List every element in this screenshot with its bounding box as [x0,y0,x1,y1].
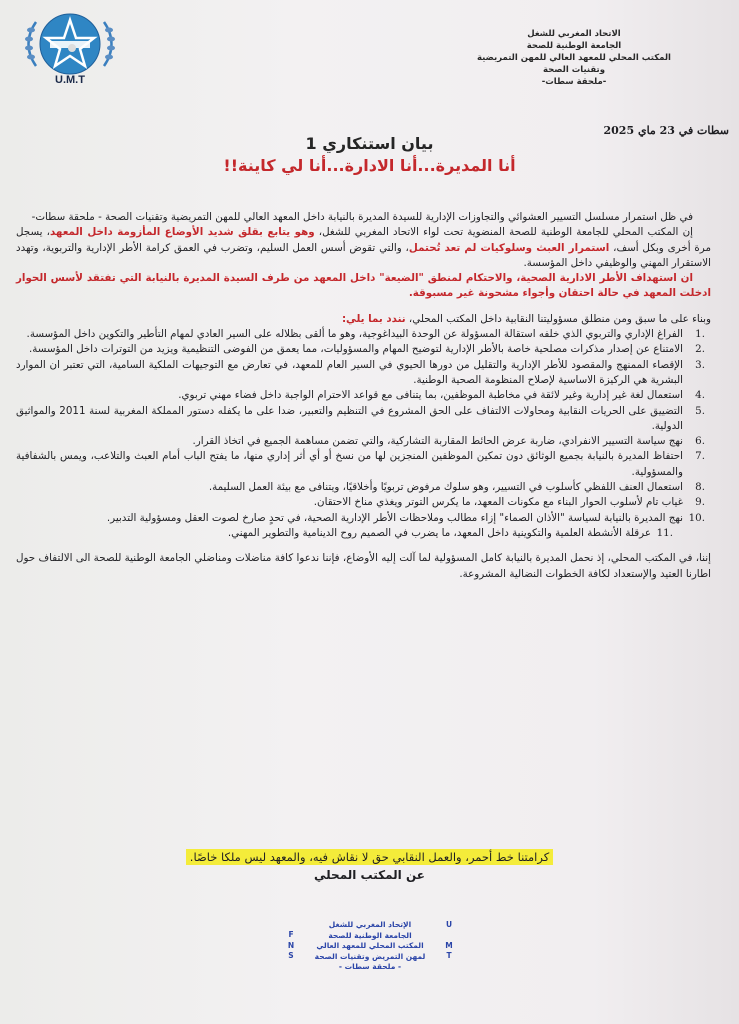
list-item [16,342,711,357]
list-item [16,434,711,449]
item-number: 9. [695,496,705,509]
stamp-line: الإتحاد المغربي للشغل [328,920,412,929]
spacer [16,541,711,551]
item-text: عرقلة الأنشطة العلمية والتكوينية داخل المعهد، ما يضرب في الصميم روح الدينامية والتطوير المهني. [227,526,651,539]
stamp-letters-left [285,930,297,962]
list-item [16,327,711,342]
paragraph-2 [16,225,711,271]
stamp-letters-right [443,920,455,962]
emphasis-text: وهو يتابع بقلق شديد الأوضاع المأزومة داخل المعهد [49,226,315,239]
item-number: 6. [695,435,705,448]
emphasis-text: نندد بما يلي: [341,312,406,325]
letterhead-line: وتقنيات الصحة [543,65,605,75]
emphasis-text: استمرار العبث وسلوكيات لم تعد تُحتمل [408,241,610,254]
item-text: نهج المديرة بالنيابة لسياسة "الأذان الصماء" إزاء مطالب وملاحظات الأطر الإدارية الصحية، في تحدٍ صارخ لصوت العقل ومسؤولية التدبير. [106,511,683,524]
document-date: سطات في 23 ماي 2025 [603,124,729,137]
item-number: 4. [695,389,705,402]
item-text: الامتناع عن إصدار مذكرات مصلحية خاصة بالأطر الإدارية لتوضيح المهام والمسؤوليات، مما يعمق من الفوضى التنظيمية ويزيد من التوترات داخل المؤسسة. [28,343,683,356]
paragraph-3: ان استهداف الأطر الادارية الصحية، والاحتكام لمنطق "الضيعة" داخل المعهد من طرف السيدة المديرة بالنيابة التي تفتقد لأسس الحوار ادخلت المعهد في حالة احتقان وأجواء مشحونة غير مسبوقة. [16,272,711,300]
slogan-wrap [0,846,739,865]
item-text: استعمال العنف اللفظي كأسلوب في التسيير، وهو سلوك مرفوض تربويًا وأخلاقيًا، ويتنافى مع بيئة العمل السليمة. [208,481,683,494]
letterhead-line: الاتحاد المغربي للشغل [527,29,621,39]
letterhead-line: المكتب المحلي للمعهد العالي للمهن التمريضية [477,53,671,63]
text-run: وبناء على ما سبق ومن منطلق مسؤوليتنا النقابية داخل المكتب المحلي، [405,312,711,325]
intro-paragraph: في ظل استمرار مسلسل التسيير العشوائي والتجاوزات الإدارية للسيدة المديرة بالنيابة داخل المعهد العالي للمهن التمريضية وتقنيات الصحة - ملحقة سطات- [31,211,693,223]
item-number: 1. [695,328,705,341]
highlighted-slogan: كرامتنا خط أحمر، والعمل النقابي حق لا نقاش فيه، والمعهد ليس ملكا خاصًا. [186,849,553,865]
item-number: 7. [695,450,705,463]
item-number: 3. [695,358,705,371]
list-item [16,358,711,389]
stamp-lines [303,920,437,973]
spacer [16,302,711,312]
stamp-letter: N [287,940,295,950]
item-text: غياب تام لأسلوب الحوار البناء مع مكونات المعهد، ما يكرس التوتر ويغذي مناخ الاحتقان. [313,496,683,509]
document-subtitle: أنا المديرة...أنا الادارة...أنا لي كاينة!! [223,156,516,175]
stamp-line: المكتب المحلي للمعهد العالي [316,941,424,950]
letterhead-line: الجامعة الوطنية للصحة [526,41,622,51]
text-run: ، والتي تقوض أسس العمل السليم، وتضرب في العمق كرامة الأطر الإدارية والتربوية، وتهدد الاستقرار المهني والوظيفي داخل المؤسسة. [16,241,711,269]
item-text: التضييق على الحريات النقابية ومحاولات الالتفاف على الحق المشروع في التنظيم والتعبير، ضدا على ما يكفله دستور المملكة المغربية لسنة 2011 والمواثيق الدولية. [16,404,684,432]
umt-star-emblem-icon [20,8,120,78]
list-item [16,511,711,526]
item-text: الفراغ الإداري والتربوي الذي خلفه استقالة المسؤولة عن الوحدة البيداغوجية، وهو ما ألقى بظلاله على السير العادي لمهام التأطير والتكوين داخل المؤسسة. [26,328,683,341]
closing-paragraph: إننا، في المكتب المحلي، إذ نحمل المديرة بالنيابة كامل المسؤولية لما آلت إليه الأوضاع، فإننا ندعوا كافة مناضلات ومناضلي الجامعة الوطنية للصحة الى الالتفاف حول اطارنا العتيد والإستعداد لكافة الخطوات النضالية المشروعة. [16,552,711,580]
lead-paragraph [16,312,711,327]
list-item [16,388,711,403]
item-text: احتفاظ المديرة بالنيابة بجميع الوثائق دون تمكين الموظفين المنجزين لها من نسخ أو أي أثر إداري منها، ما يفتح الباب أمام العبث والتلاعب، ويمس بالشفافية والمسؤولية. [16,450,683,478]
letterhead-line: -ملحقة سطات- [541,77,607,87]
stamp-letter: F [288,930,294,939]
item-number: 2. [695,343,705,356]
list-item [16,526,711,541]
text-run: ، يسجل مرة أخرى وبكل أسف، [16,226,711,254]
umt-logo [20,8,120,90]
letterhead [449,28,699,88]
item-text: استعمال لغة غير إدارية وغير لائقة في مخاطبة الموظفين، بما يتنافى مع قواعد الاحترام الواجبة داخل فضاء مهني تربوي. [178,389,683,402]
signature-line: عن المكتب المحلي [314,868,425,882]
stamp-line: لمهن التمريض وتقنيات الصحة [314,951,426,961]
list-item [16,480,711,495]
item-number: 11. [656,526,673,539]
item-number: 5. [695,404,705,417]
stamp-letter: M [445,940,453,950]
stamp-line: - ملحقة سطات - [338,962,402,971]
stamp-letter: U [445,920,453,929]
item-text: نهج سياسة التسيير الانفرادي، ضاربة عرض الحائط المقاربة التشاركية، والتي تضمن مساهمة الجميع في اتخاذ القرار. [192,435,683,448]
stamp-letter: T [446,951,452,960]
item-text: الإقصاء الممنهج والمقصود للأطر الإدارية والتقليل من دورها الحيوي في السير العام للمعهد، في تعارض مع التوجيهات الملكية السامية، التي تعتبر ان الموارد البشرية هي الركيزة الاساسية لإصلاح المنظومة الصحية الوطنية. [16,358,683,386]
document-body [16,210,711,582]
document-title: بيان استنكاري 1 [305,134,434,153]
stamp-letter: S [288,951,294,960]
list-item [16,495,711,510]
stamp-line: الجامعة الوطنية للصحة [328,930,412,940]
item-number: 8. [695,481,705,494]
office-stamp [285,920,455,990]
list-item [16,404,711,435]
list-item [16,449,711,480]
logo-text: U.M.T [55,74,85,86]
text-run: إن المكتب المحلي للجامعة الوطنية للصحة المنضوية تحت لواء الاتحاد المغربي للشغل، [314,226,693,239]
item-number: 10. [688,511,705,524]
grievance-list [16,327,711,541]
